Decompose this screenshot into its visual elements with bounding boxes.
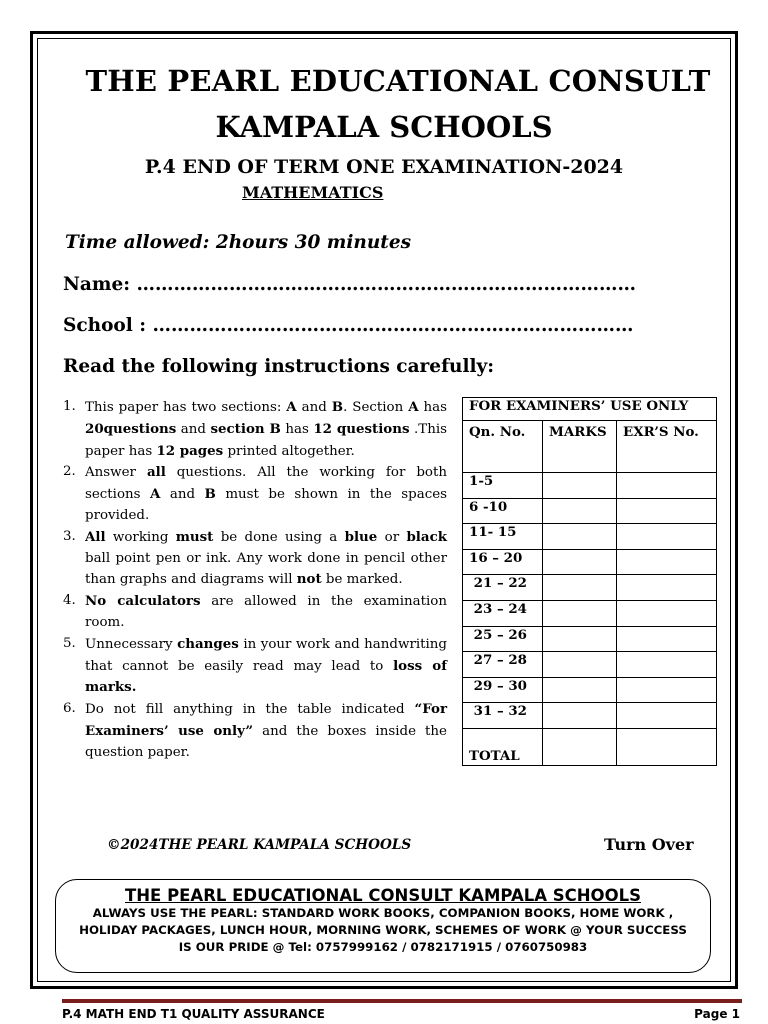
instruction-number: 2.: [63, 464, 76, 480]
instruction-emphasis: blue: [344, 528, 378, 545]
marks-cell: [543, 549, 617, 575]
examiner-cell: [617, 677, 717, 703]
question-range-cell: 27 – 28: [463, 652, 543, 678]
instruction-emphasis: A: [408, 399, 419, 415]
table-row: [463, 575, 717, 601]
question-range-cell: 31 – 32: [463, 703, 543, 729]
instruction-text: and: [176, 421, 211, 437]
table-row: [463, 473, 717, 499]
instruction-item: [63, 634, 447, 699]
instruction-emphasis: 20questions: [85, 420, 177, 437]
total-label: TOTAL: [463, 728, 543, 765]
school-title-line2: KAMPALA SCHOOLS: [215, 110, 553, 144]
time-allowed: Time allowed: 2hours 30 minutes: [65, 232, 411, 253]
instruction-text: printed altogether.: [223, 443, 355, 459]
instruction-number: 6.: [63, 701, 76, 717]
instruction-text: and: [160, 487, 205, 503]
instruction-number: 5.: [63, 635, 76, 651]
question-range-cell: 1-5: [463, 473, 543, 499]
marks-cell: [543, 703, 617, 729]
table-row: [463, 652, 717, 678]
footer-rule: [62, 999, 742, 1003]
marks-cell: [543, 498, 617, 524]
name-field: Name: ………………………………………………………………………: [63, 274, 637, 295]
instruction-emphasis: black: [406, 528, 447, 545]
instruction-text: be marked.: [321, 572, 403, 588]
instruction-emphasis: loss of marks.: [85, 657, 447, 696]
instruction-number: 3.: [63, 528, 76, 544]
instruction-emphasis: All: [85, 528, 106, 545]
page-number: Page 1: [694, 1007, 740, 1021]
column-header-qn-no: Qn. No.: [463, 421, 543, 473]
examiner-cell: [617, 575, 717, 601]
instruction-text: in your work and handwriting that cannot be easily read may lead to: [85, 636, 447, 674]
table-row: [463, 524, 717, 550]
question-range-cell: 21 – 22: [463, 575, 543, 601]
school-field: School : ……………………………………………………………………: [63, 315, 634, 336]
instruction-number: 1.: [63, 399, 76, 414]
marks-cell: [543, 473, 617, 499]
examiner-cell: [617, 703, 717, 729]
exam-title: P.4 END OF TERM ONE EXAMINATION-2024: [144, 156, 624, 178]
instruction-text: has: [280, 421, 314, 437]
question-range-cell: 6 -10: [463, 498, 543, 524]
school-title-line1: THE PEARL EDUCATIONAL CONSULT: [85, 64, 711, 98]
marks-cell: [543, 575, 617, 601]
instruction-emphasis: not: [296, 571, 322, 588]
examiner-cell: [617, 600, 717, 626]
table-row: [463, 703, 717, 729]
examiners-table-title: FOR EXAMINERS’ USE ONLY: [463, 398, 717, 421]
instruction-emphasis: “For Examiners’ use only”: [85, 701, 447, 739]
table-row: [463, 626, 717, 652]
examiner-cell: [617, 473, 717, 499]
column-header-examiner-no: EXR’S No.: [617, 421, 717, 473]
instruction-emphasis: 12 pages: [156, 442, 224, 459]
examiner-cell: [617, 626, 717, 652]
question-range-cell: 16 – 20: [463, 549, 543, 575]
total-marks-cell: [543, 728, 617, 765]
instruction-text: This paper has two sections:: [85, 400, 287, 415]
instruction-text: questions. All the working for both sections: [85, 465, 447, 503]
instruction-text: Unnecessary: [85, 636, 178, 652]
table-row: [463, 498, 717, 524]
instruction-text: .This paper has: [85, 421, 447, 459]
instructions-list: [63, 397, 447, 764]
marks-cell: [543, 652, 617, 678]
instruction-text: are allowed in the examination room.: [85, 594, 447, 630]
instruction-item: [63, 462, 447, 526]
examiner-cell: [617, 652, 717, 678]
instruction-emphasis: B: [204, 486, 216, 503]
instruction-text: has: [418, 400, 448, 415]
marks-cell: [543, 600, 617, 626]
instruction-emphasis: section B: [210, 420, 281, 437]
instruction-text: working: [105, 529, 176, 545]
table-row: [463, 677, 717, 703]
instructions-heading: Read the following instructions carefully:: [63, 356, 495, 377]
marks-cell: [543, 524, 617, 550]
instruction-text: Answer: [85, 465, 147, 481]
instruction-text: . Section: [343, 400, 409, 415]
instruction-emphasis: B: [331, 399, 344, 415]
instruction-text: ball point pen or ink. Any work done in pencil other than graphs and diagrams will: [85, 550, 447, 588]
instruction-emphasis: all: [146, 464, 166, 481]
advert-line: ALWAYS USE THE PEARL: STANDARD WORK BOOKS, COMPANION BOOKS, HOME WORK ,: [92, 906, 674, 920]
column-header-marks: MARKS: [543, 421, 617, 473]
instruction-text: must be shown in the spaces provided.: [85, 487, 447, 523]
copyright-notice: ©2024THE PEARL KAMPALA SCHOOLS: [107, 837, 412, 853]
instruction-number: 4.: [63, 593, 76, 609]
advert-line: HOLIDAY PACKAGES, LUNCH HOUR, MORNING WORK, SCHEMES OF WORK @ YOUR SUCCESS: [79, 922, 687, 937]
instruction-emphasis: must: [175, 528, 214, 545]
examiner-cell: [617, 549, 717, 575]
instruction-emphasis: No calculators: [85, 593, 201, 610]
instruction-emphasis: A: [286, 399, 297, 415]
instruction-item: [63, 699, 447, 763]
instruction-text: and the boxes inside the question paper.: [85, 723, 447, 760]
subject-title: MATHEMATICS: [242, 183, 384, 202]
marks-cell: [543, 626, 617, 652]
instruction-text: be done using a: [213, 529, 345, 545]
instruction-text: Do not fill anything in the table indicated: [85, 702, 415, 718]
instruction-item: [63, 527, 447, 591]
advert-line: IS OUR PRIDE @ Tel: 0757999162 / 0782171915 / 0760750983: [178, 939, 588, 954]
table-row: [463, 600, 717, 626]
question-range-cell: 11- 15: [463, 524, 543, 550]
instruction-item: [63, 397, 447, 462]
advert-title: THE PEARL EDUCATIONAL CONSULT KAMPALA SCHOOLS: [124, 886, 641, 905]
examiners-table: [462, 397, 717, 766]
total-examiner-cell: [617, 728, 717, 765]
instruction-emphasis: 12 questions: [313, 420, 410, 437]
instruction-emphasis: A: [150, 486, 161, 503]
instruction-emphasis: changes: [177, 635, 239, 652]
question-range-cell: 29 – 30: [463, 677, 543, 703]
page-footer-label: P.4 MATH END T1 QUALITY ASSURANCE: [62, 1007, 325, 1021]
instruction-text: and: [296, 400, 332, 415]
marks-cell: [543, 677, 617, 703]
question-range-cell: 25 – 26: [463, 626, 543, 652]
table-row: [463, 549, 717, 575]
instruction-text: or: [377, 529, 407, 545]
turn-over-label: Turn Over: [604, 835, 694, 854]
examiner-cell: [617, 524, 717, 550]
question-range-cell: 23 – 24: [463, 600, 543, 626]
instruction-item: [63, 591, 447, 634]
advert-box: [55, 879, 711, 973]
examiner-cell: [617, 498, 717, 524]
